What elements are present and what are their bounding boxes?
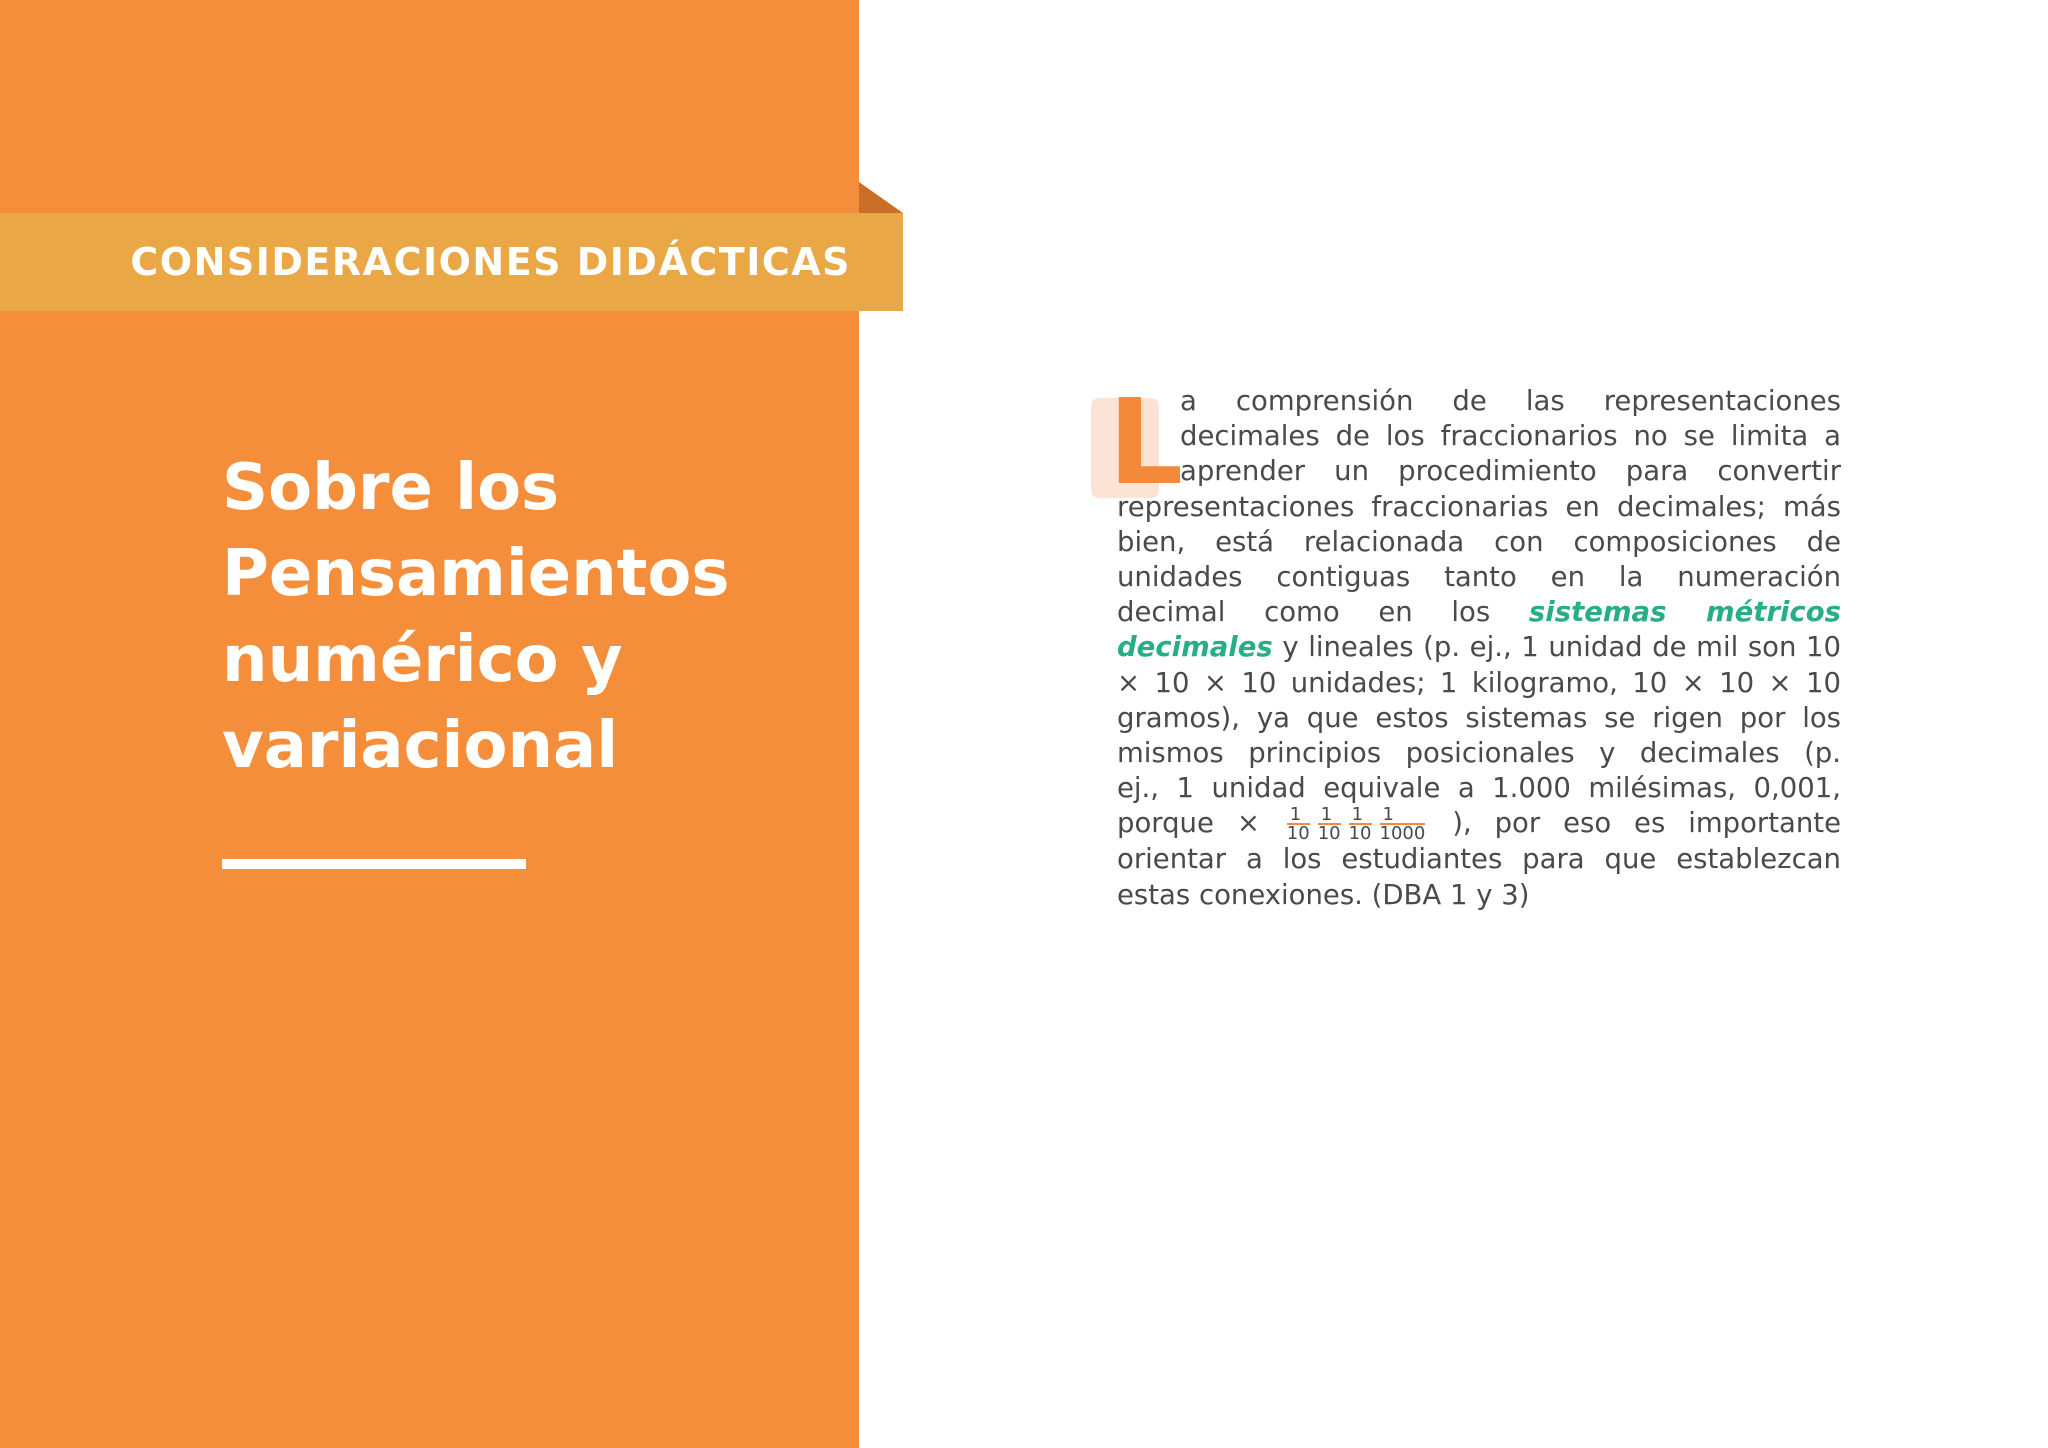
body-line-7-text: decimal como en los — [1117, 596, 1491, 629]
body-line-6: unidades contiguas tanto en la numeración — [1117, 561, 1841, 594]
body-line-4: representaciones fraccionarias en decimales; más — [1117, 490, 1841, 523]
fraction-numerator: 1 — [1349, 806, 1372, 825]
fraction-denominator: 10 — [1348, 823, 1372, 845]
fraction-denominator: 10 — [1286, 823, 1310, 845]
body-line-7 — [1117, 595, 1841, 630]
section-label: CONSIDERACIONES DIDÁCTICAS — [130, 240, 851, 284]
body-line-11: mismos principios posicionales y decimales (p. — [1117, 737, 1841, 770]
highlight-sistemas-metricos: sistemas métricos — [1528, 596, 1841, 629]
body-line-10: gramos), ya que estos sistemas se rigen por los — [1117, 701, 1841, 734]
fraction-one-tenth-2 — [1317, 804, 1341, 845]
body-line-15: estas conexiones. (DBA 1 y 3) — [1117, 878, 1530, 911]
fraction-numerator: 1 — [1380, 806, 1426, 825]
fraction-denominator: 1000 — [1379, 823, 1426, 845]
times-symbol: × — [1236, 807, 1260, 840]
title-line-1: Sobre los — [222, 451, 560, 525]
porque-text: porque — [1117, 807, 1214, 840]
fraction-numerator: 1 — [1287, 806, 1310, 825]
body-line-13-end: ), por eso es importante — [1452, 807, 1841, 840]
title-line-3: numérico y — [222, 623, 623, 697]
title-line-4: variacional — [222, 709, 619, 783]
body-line-12: ej., 1 unidad equivale a 1.000 milésimas, 0,001, — [1117, 772, 1841, 805]
body-line-3: aprender un procedimiento para convertir — [1180, 455, 1841, 488]
title-line-2: Pensamientos — [222, 537, 730, 611]
fraction-one-thousandth — [1379, 804, 1426, 845]
page-title — [222, 445, 822, 789]
body-line-1: a comprensión de las representaciones — [1180, 385, 1841, 417]
body-paragraph — [1117, 384, 1841, 913]
body-line-5: bien, está relacionada con composiciones de — [1117, 525, 1841, 558]
ribbon-fold — [859, 182, 903, 213]
body-line-2: decimales de los fraccionarios no se limita a — [1180, 420, 1841, 453]
fraction-numerator: 1 — [1318, 806, 1341, 825]
body-line-13 — [1117, 804, 1841, 845]
body-line-9: × 10 × 10 unidades; 1 kilogramo, 10 × 10 × 10 — [1117, 666, 1841, 699]
body-line-14: orientar a los estudiantes para que establezcan — [1117, 843, 1841, 876]
body-line-8-text: y lineales (p. ej., 1 unidad de mil son 10 — [1282, 631, 1841, 664]
title-underline — [222, 859, 526, 869]
body-line-8 — [1117, 630, 1841, 665]
highlight-decimales: decimales — [1117, 631, 1273, 664]
dropcap-letter: L — [1108, 373, 1184, 511]
fraction-denominator: 10 — [1317, 823, 1341, 845]
fraction-one-tenth-3 — [1348, 804, 1372, 845]
section-ribbon — [0, 213, 903, 311]
fraction-one-tenth-1 — [1286, 804, 1310, 845]
